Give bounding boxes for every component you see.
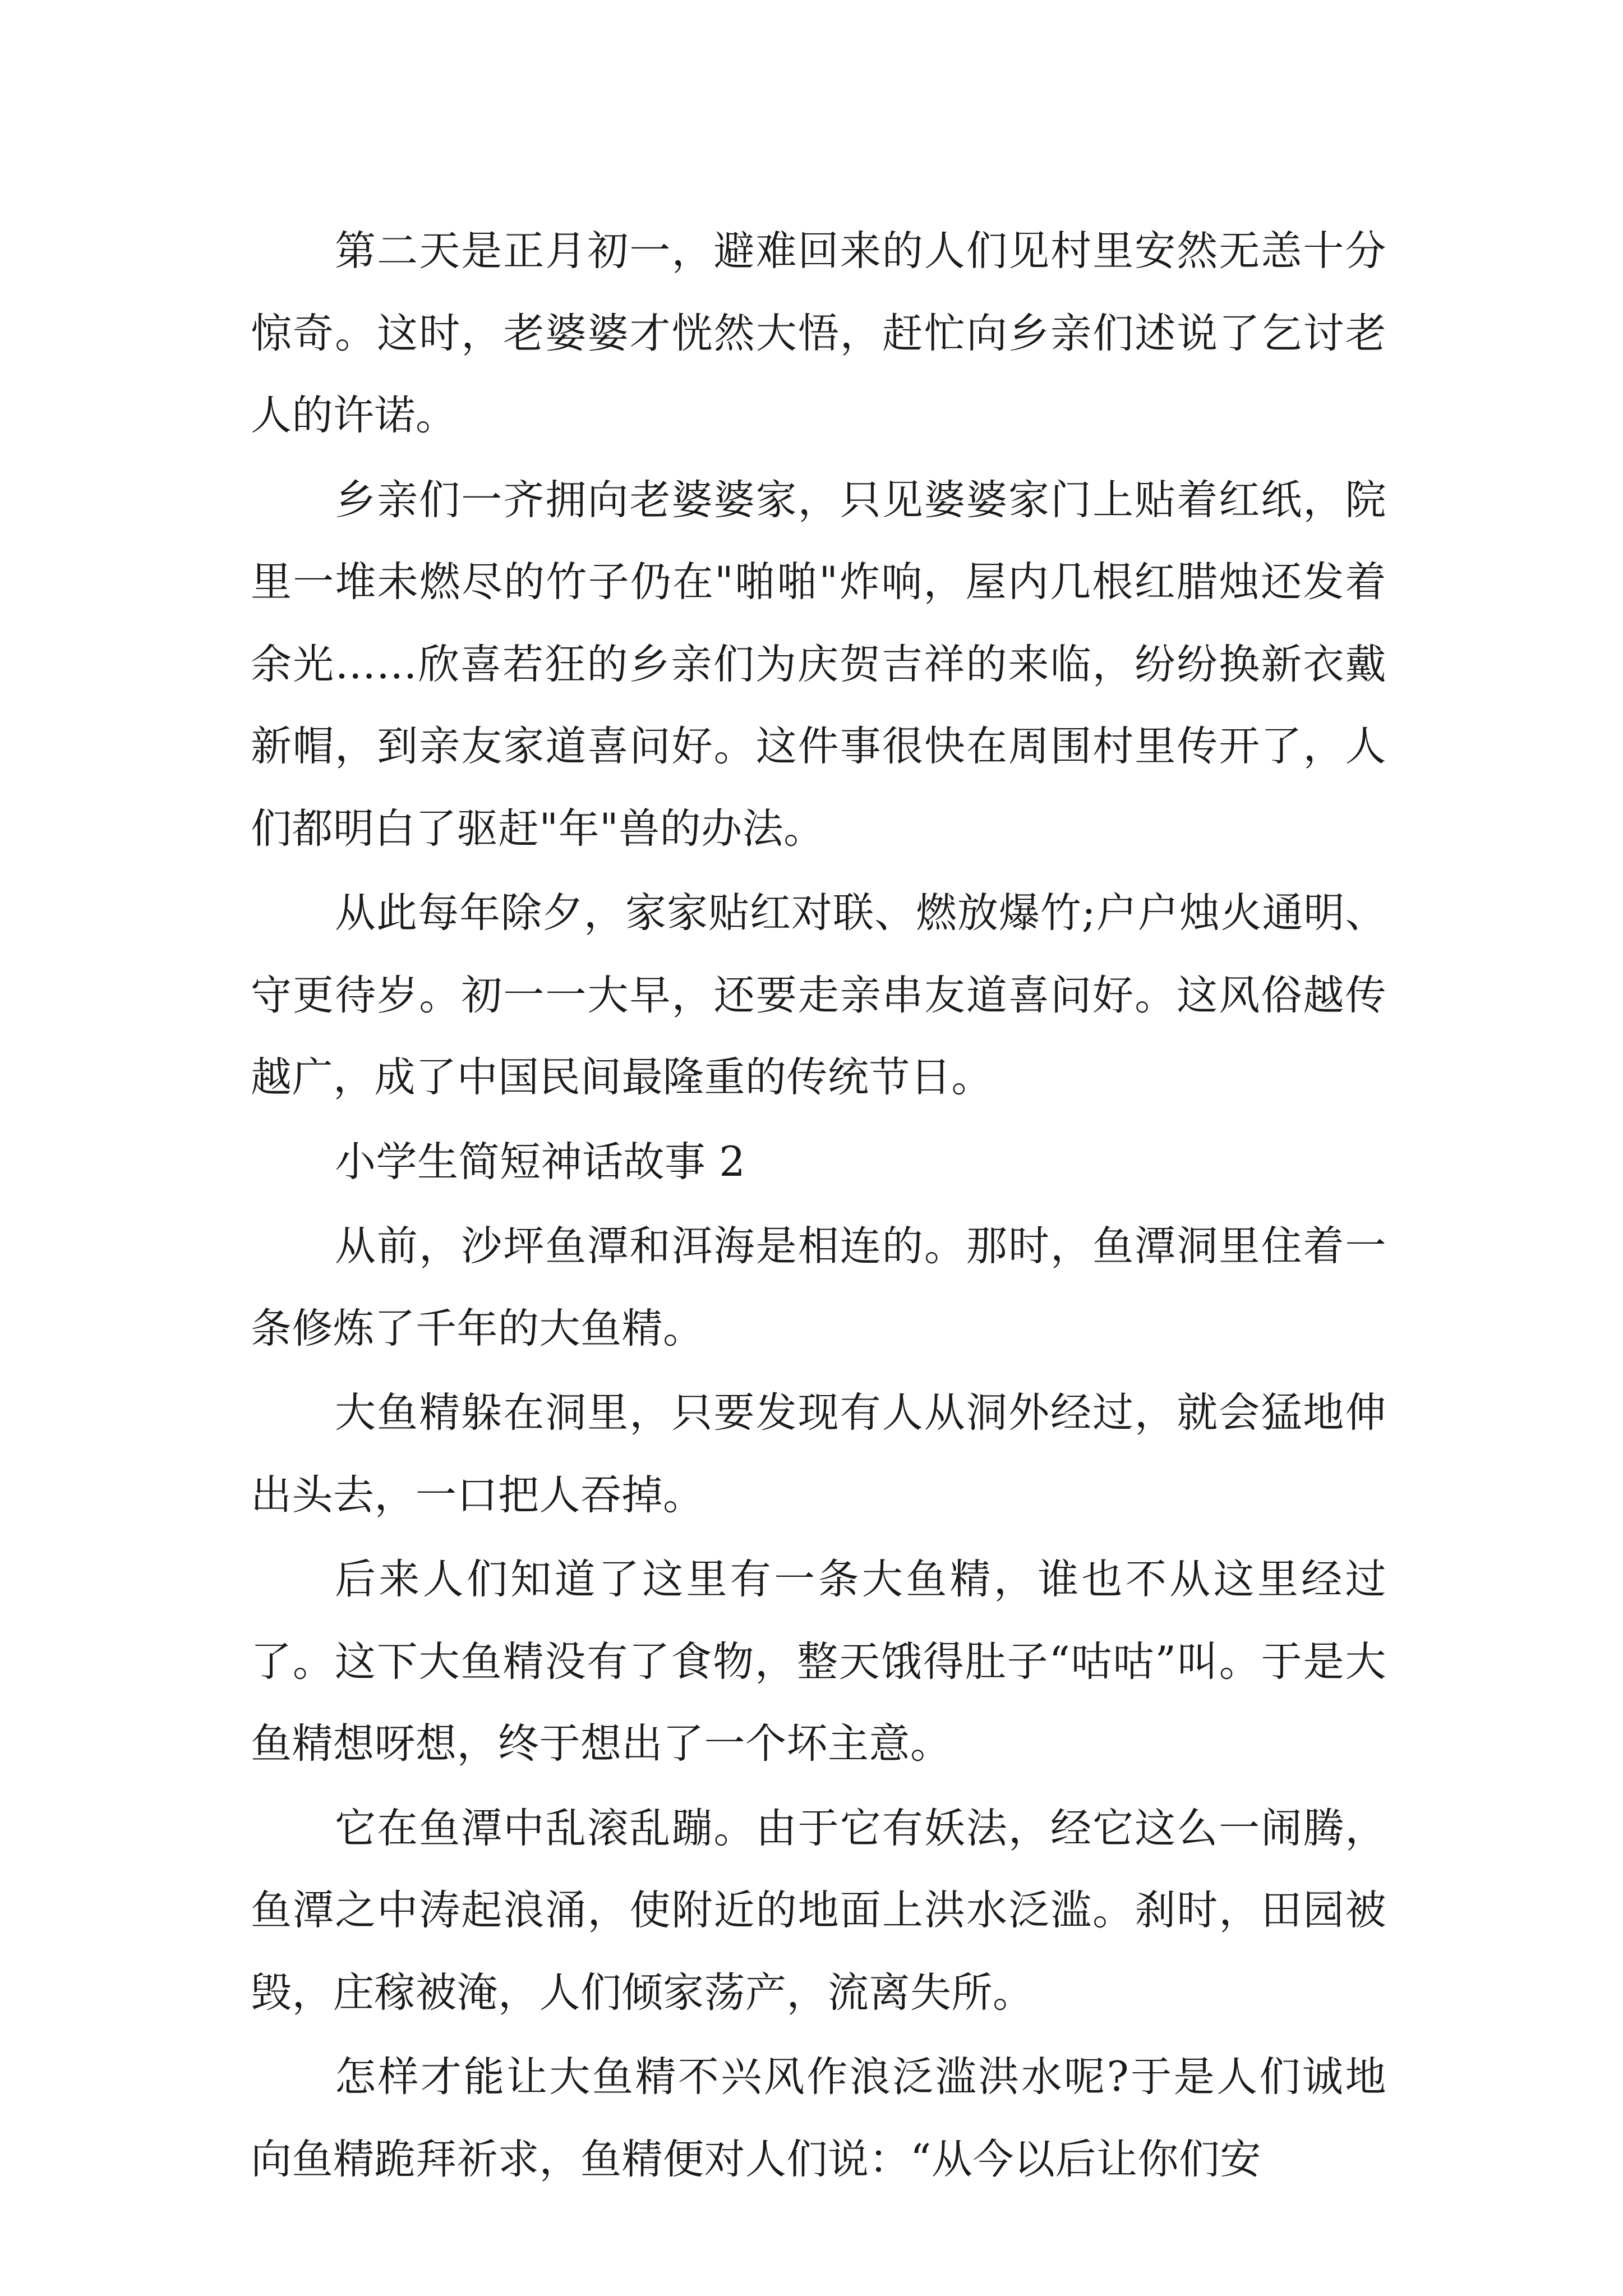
paragraph-villagers-visit: 乡亲们一齐拥向老婆婆家，只见婆婆家门上贴着红纸，院里一堆未燃尽的竹子仍在"啪啪"炸响，屋内几根红腊烛还发着余光……欣喜若狂的乡亲们为庆贺吉祥的来临，纷纷换新衣戴新帽，到亲友家道喜问好。这件事很快在周围村里传开了，人们都明白了驱赶"年"兽的办法。 xyxy=(251,476,1386,853)
paragraph-fish-spirit-intro: 从前，沙坪鱼潭和洱海是相连的。那时，鱼潭洞里住着一条修炼了千年的大鱼精。 xyxy=(251,1222,1386,1352)
paragraph-villagers-plead: 怎样才能让大鱼精不兴风作浪泛滥洪水呢?于是人们诚地向鱼精跪拜祈求，鱼精便对人们说：“从今以后让你们安 xyxy=(251,2053,1386,2183)
paragraph-fish-spirit-hungry: 后来人们知道了这里有一条大鱼精，谁也不从这里经过了。这下大鱼精没有了食物，整天饿得肚子“咕咕”叫。于是大鱼精想呀想，终于想出了一个坏主意。 xyxy=(251,1556,1386,1768)
paragraph-flood: 它在鱼潭中乱滚乱蹦。由于它有妖法，经它这么一闹腾，鱼潭之中涛起浪涌，使附近的地面上洪水泛滥。刹时，田园被毁，庄稼被淹，人们倾家荡产，流离失所。 xyxy=(251,1804,1386,2017)
document-page xyxy=(251,210,1386,2203)
paragraph-new-year-morning: 第二天是正月初一，避难回来的人们见村里安然无恙十分惊奇。这时，老婆婆才恍然大悟，赶忙向乡亲们述说了乞讨老人的许诺。 xyxy=(251,227,1386,439)
paragraph-fish-spirit-hunting: 大鱼精躲在洞里，只要发现有人从洞外经过，就会猛地伸出头去，一口把人吞掉。 xyxy=(251,1389,1386,1519)
paragraph-custom-origin: 从此每年除夕，家家贴红对联、燃放爆竹;户户烛火通明、守更待岁。初一一大早，还要走亲串友道喜问好。这风俗越传越广，成了中国民间最隆重的传统节日。 xyxy=(251,889,1386,1101)
story-heading: 小学生简短神话故事 2 xyxy=(335,1138,746,1186)
